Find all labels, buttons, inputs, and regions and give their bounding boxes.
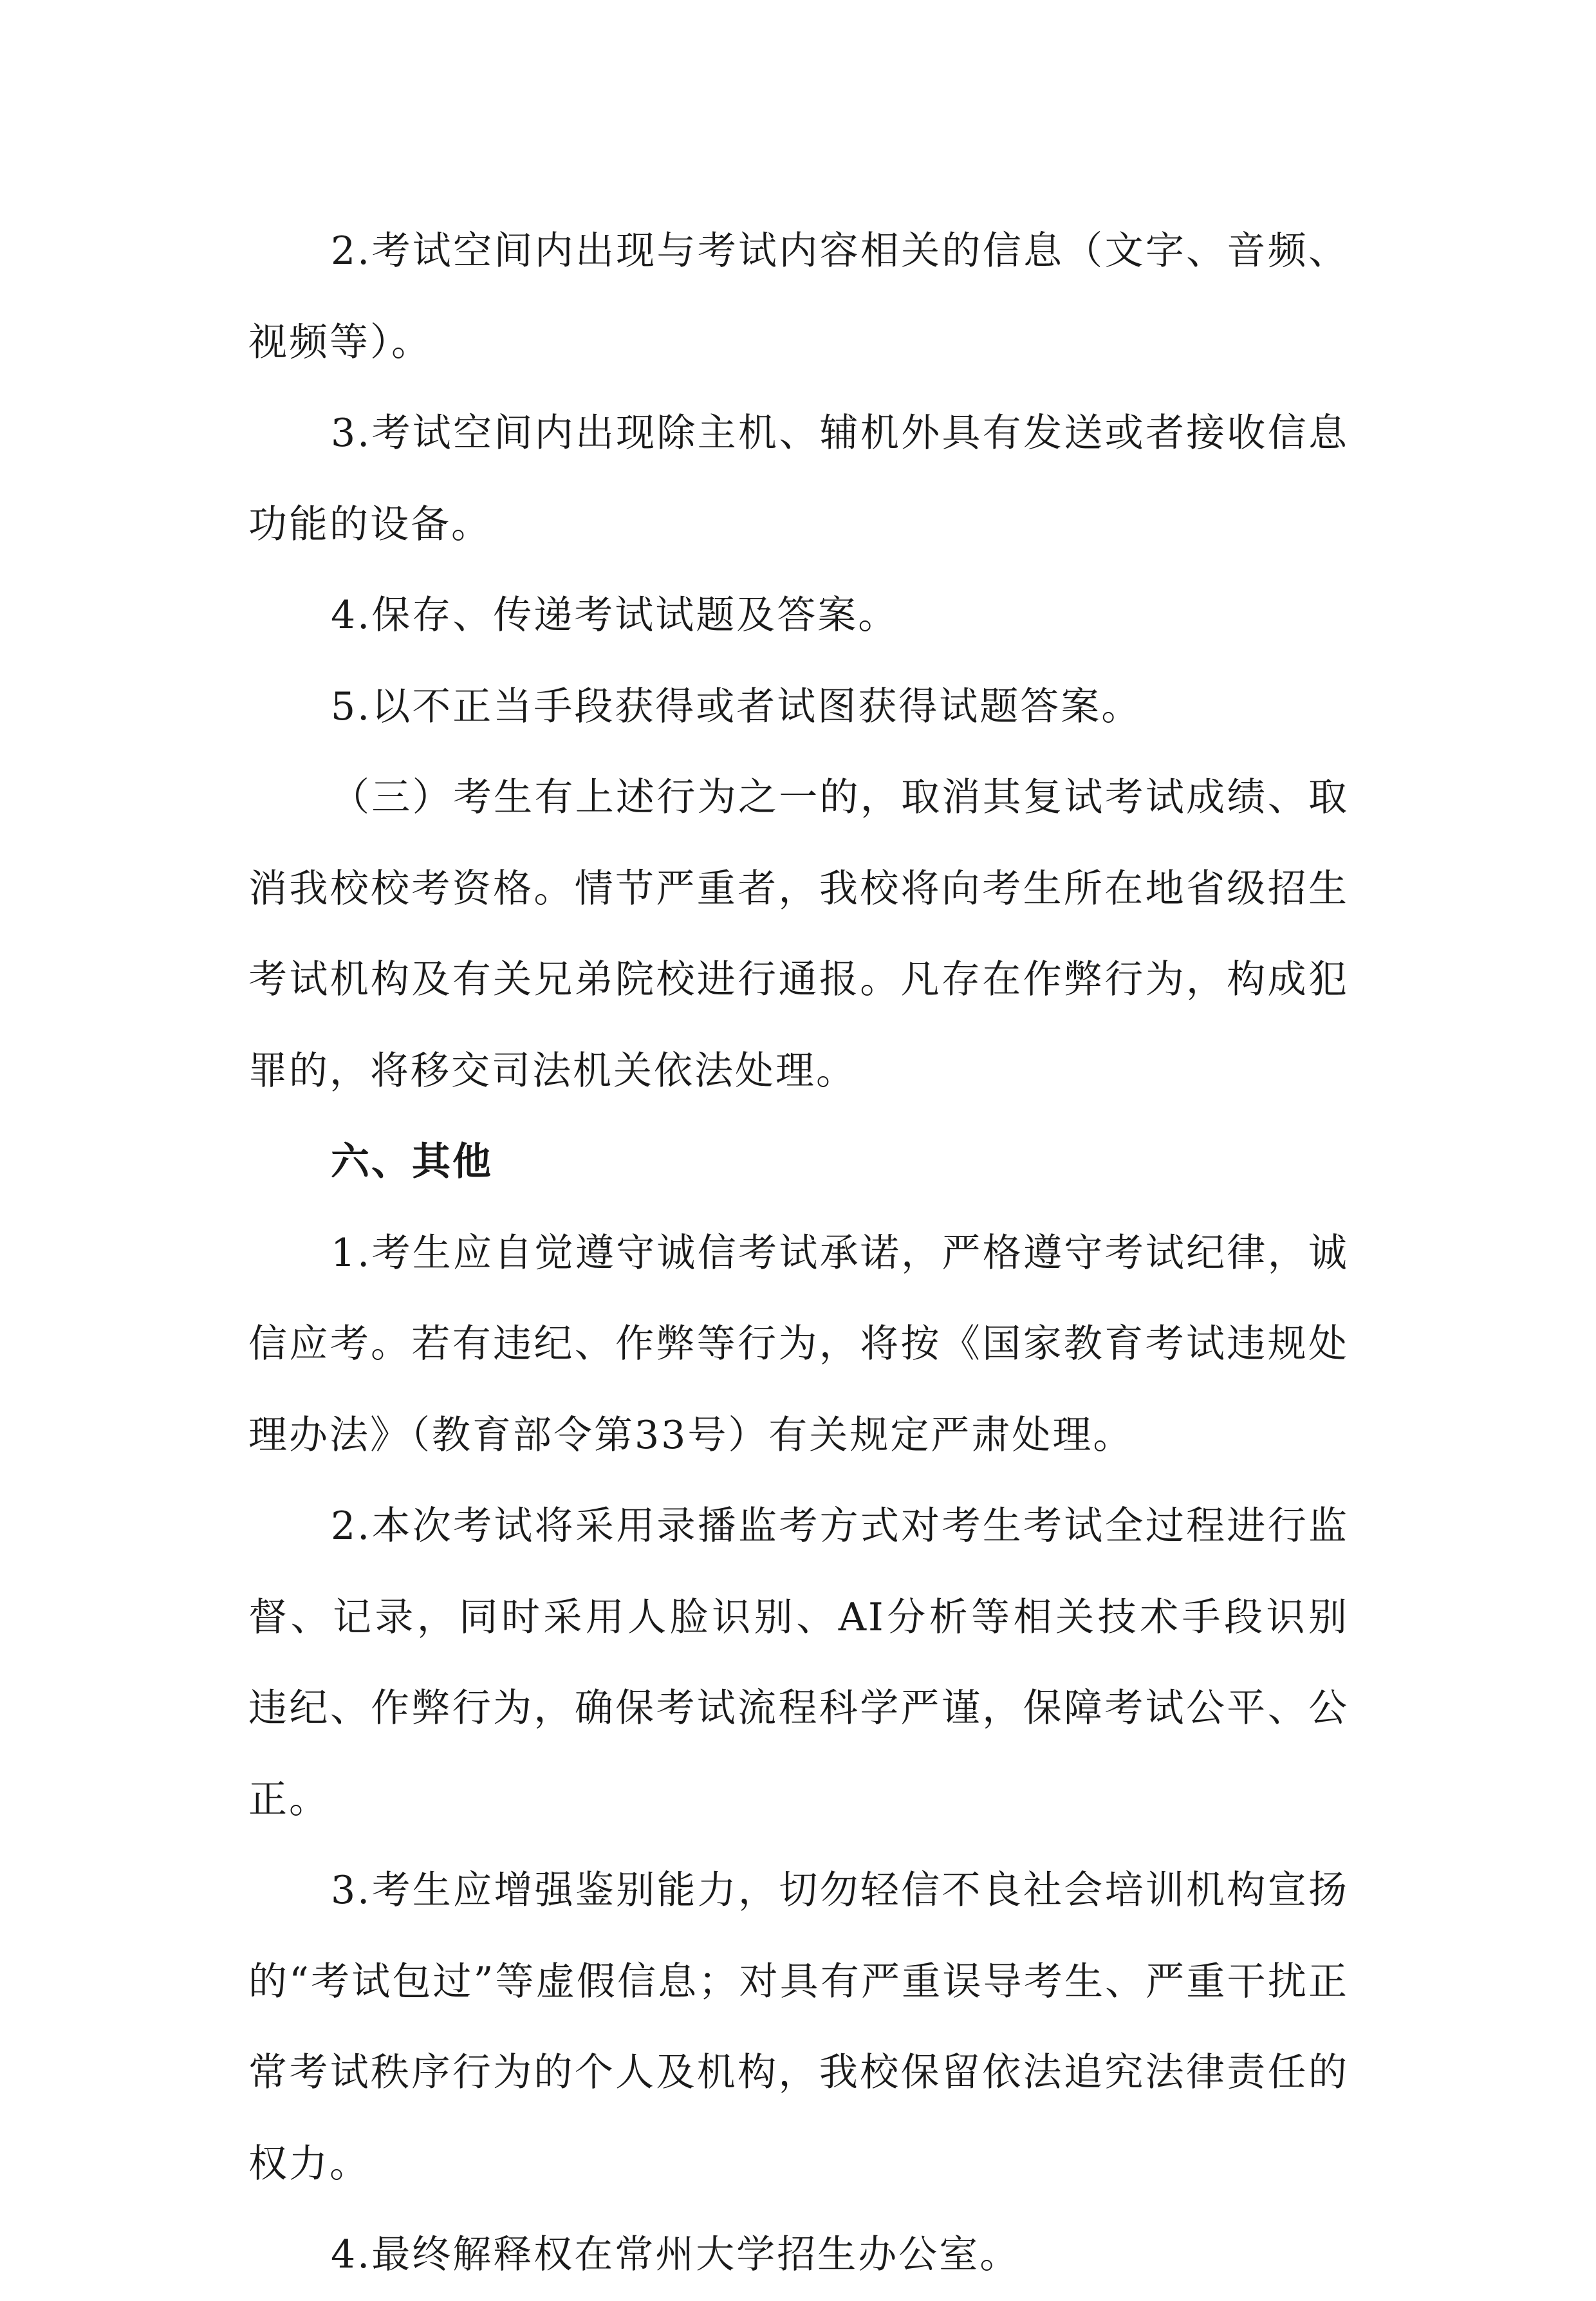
document-body: [248, 206, 1349, 2301]
paragraph-item-3: 3.考试空间内出现除主机、辅机外具有发送或者接收信息功能的设备。: [248, 411, 1349, 547]
other-item-4: 4.最终解释权在常州大学招生办公室。: [331, 2232, 1021, 2277]
other-item-1: 1.考生应自觉遵守诚信考试承诺，严格遵守考试纪律，诚信应考。若有违纪、作弊等行为，将按《国家教育考试违规处理办法》（教育部令第33号）有关规定严肃处理。: [248, 1230, 1349, 1458]
other-item-2: 2.本次考试将采用录播监考方式对考生考试全过程进行监督、记录，同时采用人脸识别、AI分析等相关技术手段识别违纪、作弊行为，确保考试流程科学严谨，保障考试公平、公正。: [248, 1504, 1349, 1822]
section-heading-other: 六、其他: [331, 1139, 493, 1184]
other-item-3: 3.考生应增强鉴别能力，切勿轻信不良社会培训机构宣扬的“考试包过”等虚假信息；对具有严重误导考生、严重干扰正常考试秩序行为的个人及机构，我校保留依法追究法律责任的权力。: [248, 1868, 1349, 2186]
paragraph-item-5: 5.以不正当手段获得或者试图获得试题答案。: [331, 684, 1142, 729]
paragraph-item-2: 2.考试空间内出现与考试内容相关的信息（文字、音频、视频等）。: [248, 228, 1349, 365]
paragraph-penalty: （三）考生有上述行为之一的，取消其复试考试成绩、取消我校校考资格。情节严重者，我校将向考生所在地省级招生考试机构及有关兄弟院校进行通报。凡存在作弊行为，构成犯罪的，将移交司法机关依法处理。: [248, 775, 1349, 1094]
paragraph-item-4: 4.保存、传递考试试题及答案。: [331, 593, 899, 638]
